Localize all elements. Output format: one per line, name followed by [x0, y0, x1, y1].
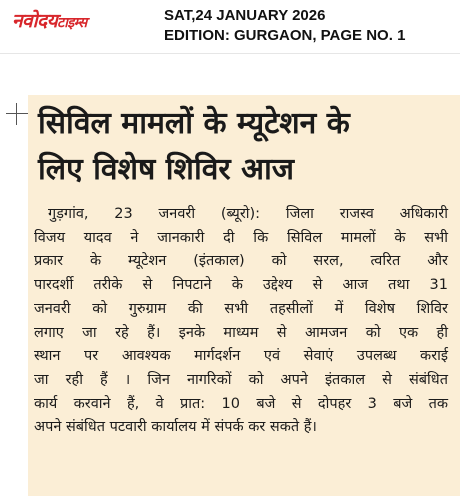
crop-mark-icon — [6, 103, 28, 125]
body-line: अपने संबंधित पटवारी कार्यालय में संपर्क कर सकते हैं। — [34, 419, 317, 436]
publication-date: SAT,24 JANUARY 2026 — [164, 7, 326, 24]
article-headline — [38, 101, 450, 193]
body-line: स्थान पर आवश्यक मार्गदर्शन एवं सेवाएं उपलब्ध कराई — [34, 348, 448, 365]
edition-info — [164, 6, 405, 46]
body-line: लगाए जा रहे हैं। इनके माध्यम से आमजन को एक ही — [34, 324, 448, 341]
body-line: प्रकार के म्यूटेशन (इंतकाल) को सरल, त्वरित और — [34, 253, 448, 270]
body-line: गुड़गांव, 23 जनवरी (ब्यूरो): जिला राजस्व अधिकारी — [48, 206, 448, 222]
article-body — [34, 203, 448, 440]
news-article — [28, 95, 460, 496]
body-line: कार्य करवाने हैं, वे प्रात: 10 बजे से दोपहर 3 बजे तक — [34, 395, 448, 412]
logo-sub-text: टाइम्स — [57, 15, 87, 31]
body-line: जा रही हैं । जिन नागरिकों को अपने इंतकाल से संबंधित — [34, 371, 448, 388]
page-header — [0, 0, 460, 52]
header-divider — [0, 53, 460, 54]
body-line: पारदर्शी तरीके से निपटाने के उद्देश्य से आज तथा 31 — [34, 277, 448, 294]
edition-page: EDITION: GURGAON, PAGE NO. 1 — [164, 27, 406, 44]
newspaper-logo — [12, 10, 87, 34]
body-line: विजय यादव ने जानकारी दी कि सिविल मामलों के सभी — [34, 229, 448, 246]
body-line: जनवरी को गुरुग्राम की सभी तहसीलों में विशेष शिविर — [34, 300, 448, 317]
headline-line-2: लिए विशेष शिविर आज — [38, 152, 295, 187]
logo-main-text: नवोदय — [12, 10, 58, 32]
headline-line-1: सिविल मामलों के म्यूटेशन के — [38, 106, 350, 141]
